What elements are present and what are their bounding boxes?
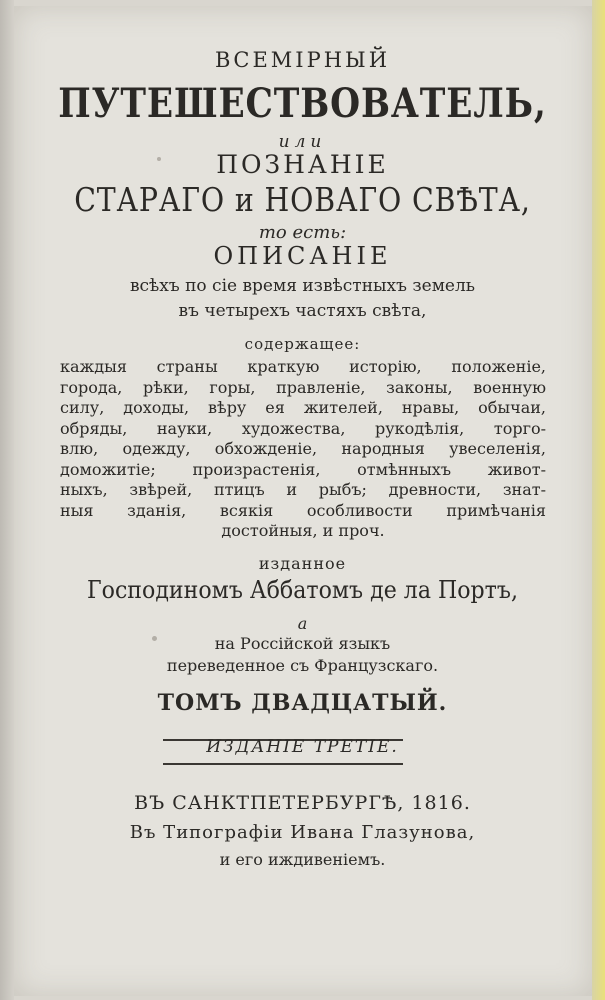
contents-intro: содержащее: (244, 335, 361, 353)
author-name: Господиномъ Аббатомъ де ла Портъ, (87, 576, 518, 604)
volume-title: ТОМЪ ДВАДЦАТЫЙ. (157, 690, 448, 716)
title-line-6: всѣхъ по сіе время извѣстныхъ земель (129, 276, 476, 296)
edition-rule-bottom (163, 763, 403, 765)
ink-spot (152, 636, 157, 641)
title-that-is: то есть: (258, 222, 347, 243)
translated-line-1: на Россійской языкъ (214, 634, 391, 653)
imprint-city: ВЪ САНКТПЕТЕРБУРГѢ, 1816. (134, 792, 471, 814)
contents-row: достойныя, и проч. (221, 521, 385, 540)
imprint-printer: Въ Типографіи Ивана Глазунова, (129, 822, 476, 843)
published-label: изданное (258, 554, 347, 573)
contents-row: ныя зданія, всякія особливости примѣчанія (60, 500, 546, 520)
title-line-4: СТАРАГО и НОВАГО СВѢТА, (74, 180, 531, 219)
title-line-2: ПУТЕШЕСТВОВАТЕЛЬ, (58, 80, 547, 127)
ink-spot (157, 157, 161, 161)
author-and: а (297, 614, 308, 633)
contents-row: каждыя страны краткую исторію, положеніе, (60, 357, 546, 376)
contents-paragraph (60, 357, 546, 542)
title-line-3: ПОЗНАНІЕ (216, 150, 389, 179)
translated-line-2: переведенное съ Французскаго. (166, 656, 439, 675)
title-line-5: ОПИСАНІЕ (213, 242, 392, 270)
contents-row: влю, одежду, обхожденіе, народныя увеселенія, (60, 439, 546, 458)
contents-row: ныхъ, звѣрей, птицъ и рыбъ; древности, знат- (60, 480, 546, 499)
contents-row: обряды, науки, художества, рукодѣлія, торго- (60, 418, 546, 438)
title-line-7: въ четырехъ частяхъ свѣта, (178, 301, 427, 321)
contents-row: города, рѣки, горы, правленіе, законы, военную (60, 377, 546, 397)
edition-label: ИЗДАНІЕ ТРЕТІЕ. (206, 737, 399, 757)
contents-row: силу, доходы, вѣру ея жителей, нравы, обычаи, (60, 398, 546, 417)
title-line-1: ВСЕМІРНЫЙ (214, 48, 391, 72)
title-or: или (278, 132, 327, 152)
contents-row: доможитіе; произрастенія, отмѣнныхъ живот- (60, 459, 546, 479)
imprint-expense: и его иждивеніемъ. (219, 850, 386, 869)
